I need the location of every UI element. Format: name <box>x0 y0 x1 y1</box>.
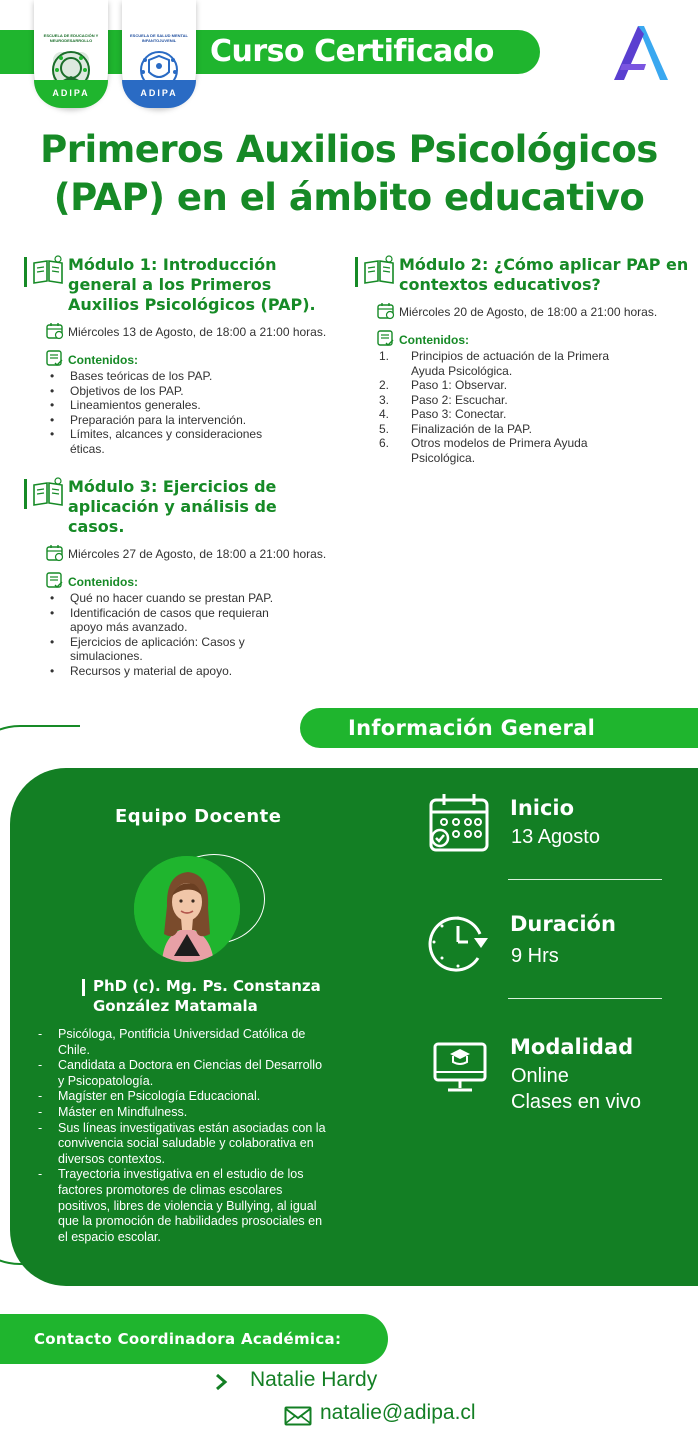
list-item: 6. Otros modelos de Primera Ayuda Psicológica. <box>379 436 588 465</box>
list-item: • Qué no hacer cuando se prestan PAP. <box>24 591 364 606</box>
list-item: - Trayectoria investigativa en el estudio de los factores promotores de climas escolares positivos, libres de violencia y Bullying, al igual que la promoción de habilidades prosociales en el espacio escolar. <box>36 1167 386 1245</box>
mode-value: Online Clases en vivo <box>511 1065 642 1113</box>
list-item: • Lineamientos generales. <box>24 398 364 413</box>
list-item: 2. Paso 1: Observar. <box>379 378 508 392</box>
banner-title: Curso Certificado <box>210 34 494 69</box>
team-title: Equipo Docente <box>115 806 282 827</box>
module-title: Módulo 3: Ejercicios de aplicación y análisis de casos. <box>68 477 277 536</box>
list-item: • Recursos y material de apoyo. <box>24 664 364 679</box>
badge-caption: ESCUELA DE EDUCACIÓN Y NEURODESARROLLO <box>43 33 99 43</box>
list-item: 1. Principios de actuación de la Primera Ayuda Psicológica. <box>379 349 610 378</box>
info-section-title: Información General <box>348 716 596 740</box>
divider <box>508 879 662 880</box>
list-item: 4. Paso 3: Conectar. <box>379 407 507 421</box>
module-date: Miércoles 20 de Agosto, de 18:00 a 21:00 horas. <box>377 305 695 319</box>
list-item: • Preparación para la intervención. <box>24 413 364 428</box>
book-icon <box>32 477 64 507</box>
checklist-icon <box>377 330 395 348</box>
badge-name: ADIPA <box>52 88 90 98</box>
clock-icon <box>428 912 490 972</box>
module-date: Miércoles 27 de Agosto, de 18:00 a 21:00 horas. <box>46 547 364 561</box>
adipa-a-logo-icon <box>612 24 670 82</box>
contents-label: Contenidos: <box>46 575 364 589</box>
duration-value: 9 Hrs <box>511 945 559 967</box>
book-icon <box>363 255 395 285</box>
list-item: - Psicóloga, Pontificia Universidad Católica de Chile. <box>36 1027 386 1058</box>
checklist-icon <box>46 572 64 590</box>
contents-list <box>24 591 364 678</box>
module-date: Miércoles 13 de Agosto, de 18:00 a 21:00 horas. <box>46 325 364 339</box>
calendar-icon <box>46 544 64 562</box>
mode-label: Modalidad <box>510 1035 634 1059</box>
list-item: 3. Paso 2: Escuchar. <box>379 392 508 407</box>
chevron-right-icon <box>214 1373 228 1391</box>
divider <box>508 998 662 999</box>
contents-label: Contenidos: <box>46 353 364 367</box>
contact-email-link[interactable]: natalie@adipa.cl <box>320 1401 476 1424</box>
list-item: - Magíster en Psicología Educacional. <box>36 1089 386 1105</box>
school-badge-education <box>34 0 108 108</box>
contents-list <box>24 369 364 456</box>
course-title: Primeros Auxilios Psicológicos (PAP) en el ámbito educativo <box>40 128 658 219</box>
book-icon <box>32 255 64 285</box>
teacher-portrait <box>134 856 240 962</box>
teacher-name: PhD (c). Mg. Ps. Constanza González Matamala <box>93 977 321 1015</box>
contact-label: Contacto Coordinadora Académica: <box>34 1330 342 1348</box>
module-1 <box>24 255 364 456</box>
contents-list <box>355 349 695 465</box>
teacher-bio <box>36 1027 386 1245</box>
school-badge-mental-health <box>122 0 196 108</box>
contact-name: Natalie Hardy <box>250 1368 378 1391</box>
list-item: - Máster en Mindfulness. <box>36 1105 386 1121</box>
list-item: - Sus líneas investigativas están asociadas con la convivencia social saludable y colaborativa en diversos contextos. <box>36 1121 386 1168</box>
teacher-photo <box>134 856 240 962</box>
module-title: Módulo 2: ¿Cómo aplicar PAP en contextos educativos? <box>399 255 689 294</box>
start-value: 13 Agosto <box>511 826 600 848</box>
calendar-icon <box>377 302 395 320</box>
list-item: • Ejercicios de aplicación: Casos y simulaciones. <box>24 635 364 664</box>
start-label: Inicio <box>510 796 575 820</box>
calendar-icon <box>428 792 490 854</box>
duration-label: Duración <box>510 912 616 936</box>
badge-caption: ESCUELA DE SALUD MENTAL INFANTOJUVENIL <box>130 33 188 43</box>
list-item: • Objetivos de los PAP. <box>24 384 364 399</box>
list-item: 5. Finalización de la PAP. <box>379 421 532 436</box>
online-class-icon <box>432 1038 488 1096</box>
list-item: • Límites, alcances y consideraciones éticas. <box>24 427 364 456</box>
module-title: Módulo 1: Introducción general a los Primeros Auxilios Psicológicos (PAP). <box>68 255 316 314</box>
calendar-icon <box>46 322 64 340</box>
module-3 <box>24 477 364 678</box>
list-item: • Identificación de casos que requieran apoyo más avanzado. <box>24 606 364 635</box>
module-2 <box>355 255 695 465</box>
contents-label: Contenidos: <box>377 333 695 347</box>
list-item: • Bases teóricas de los PAP. <box>24 369 364 384</box>
checklist-icon <box>46 350 64 368</box>
badge-name: ADIPA <box>140 88 178 98</box>
mail-icon <box>284 1406 312 1426</box>
list-item: - Candidata a Doctora en Ciencias del Desarrollo y Psicopatología. <box>36 1058 386 1089</box>
